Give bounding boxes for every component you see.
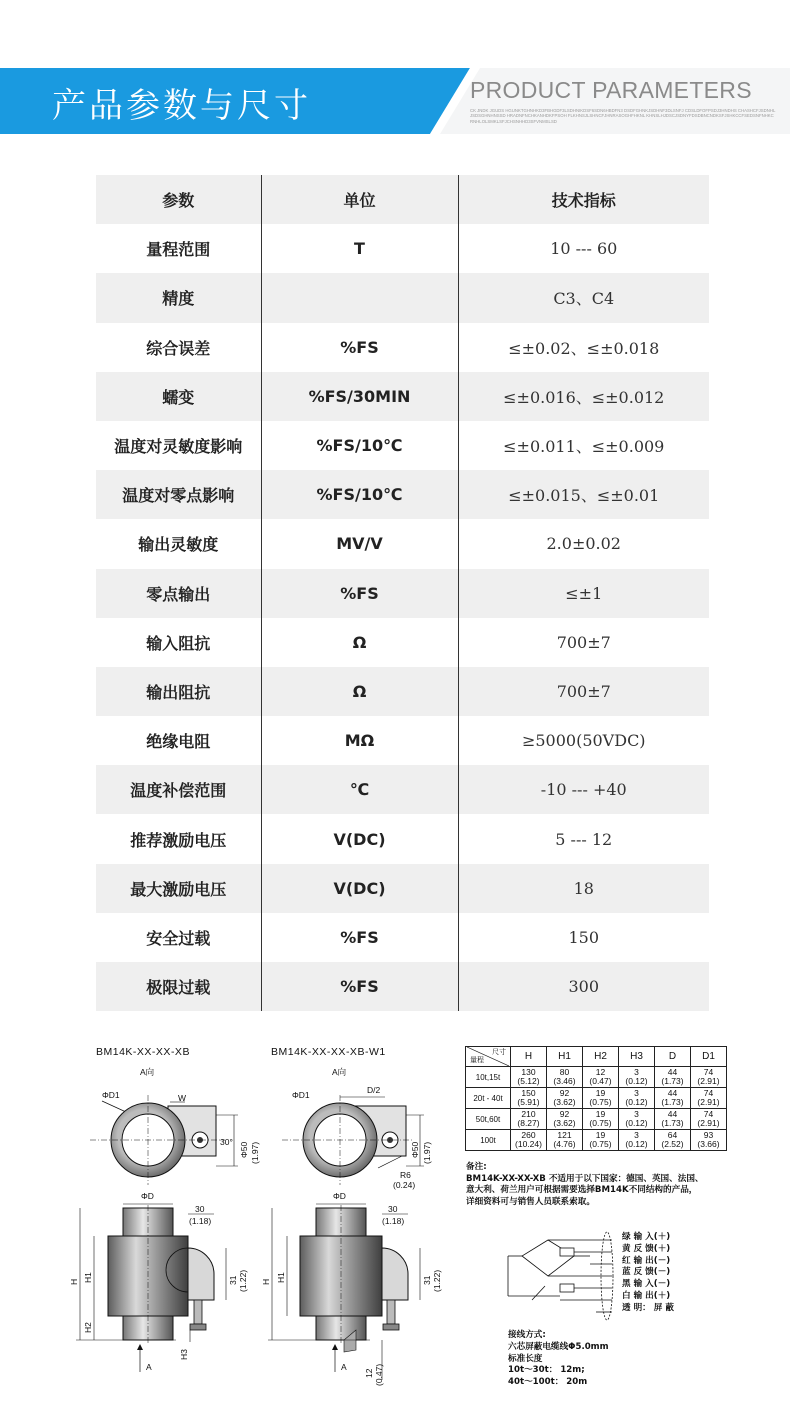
dimension-value-cell [691,1130,727,1151]
dimension-value-cell [511,1109,547,1130]
param-unit-cell: ℃ [261,765,458,814]
dimension-inch: (1.73) [661,1097,684,1107]
dimension-value-cell [655,1109,691,1130]
dimension-mm: 19 [595,1130,606,1140]
dimension-range-cell: 100t [466,1130,511,1151]
left-dim30-label: 30 [195,1204,205,1214]
header-spec: 技术指标 [458,175,709,224]
dimension-mm: 74 [703,1067,714,1077]
dimension-mm: 92 [559,1088,570,1098]
dimension-value-cell [655,1130,691,1151]
param-name-cell: 温度补偿范围 [96,765,261,814]
corner-bottom-label: 量程 [470,1057,484,1064]
dimension-mm: 260 [521,1130,536,1140]
dimension-mm: 93 [703,1130,714,1140]
right-h1-label: H1 [276,1272,286,1283]
dimension-value-cell [511,1130,547,1151]
wiring-schematic [508,1232,613,1320]
dimension-mm: 92 [559,1109,570,1119]
right-phid-label: ΦD [333,1191,346,1201]
dimension-value-cell [511,1067,547,1088]
dimension-value-cell [511,1088,547,1109]
dimension-mm: 210 [521,1109,536,1119]
dimension-inch: (2.91) [697,1076,720,1086]
wiring-method-block [508,1330,609,1389]
dimension-mm: 12 [595,1067,606,1077]
dimension-inch: (0.75) [589,1118,612,1128]
dimension-mm: 19 [595,1109,606,1119]
dimension-mm: 3 [634,1088,639,1098]
param-unit-cell: Ω [261,618,458,667]
dimension-inch: (5.91) [517,1097,540,1107]
left-phi50-label: Φ50 [239,1141,249,1158]
notes-line-2: 意大利、荷兰用户可根据需要选择BM14K不同结构的产品， [466,1185,698,1195]
dimension-value-cell [619,1088,655,1109]
right-dim12-label: 12 [364,1368,374,1378]
param-spec-cell: ≤±0.015、≤±0.01 [458,470,709,519]
left-phid-label: ΦD [141,1191,154,1201]
param-spec-cell: ≤±0.016、≤±0.012 [458,372,709,421]
dimension-mm: 130 [521,1067,536,1077]
dimension-value-cell [691,1067,727,1088]
dimension-table [465,1046,727,1151]
dimension-value-cell [547,1088,583,1109]
left-phi50-inch: (1.97) [250,1141,260,1164]
wiring-method-title: 接线方式: [508,1330,546,1340]
param-unit-cell: V(DC) [261,864,458,913]
wiring-item: 绿 输 入(＋) [622,1232,671,1242]
left-h1-label: H1 [83,1272,93,1283]
dimension-inch: (1.73) [661,1118,684,1128]
param-unit-cell: %FS [261,323,458,372]
right-model-label: BM14K-XX-XX-XB-W1 [271,1046,386,1058]
param-name-cell: 输出灵敏度 [96,519,261,568]
left-view-a-label: A向 [140,1067,155,1077]
left-dim31-label: 31 [228,1275,238,1285]
param-spec-cell: 300 [458,962,709,1011]
dimension-inch: (10.24) [515,1139,542,1149]
dimension-value-cell [583,1130,619,1151]
dimension-row [466,1067,727,1088]
param-unit-cell: %FS/30MIN [261,372,458,421]
corner-top-label: 尺寸 [492,1049,506,1056]
dimension-value-cell [583,1088,619,1109]
dimension-column-header: H [511,1047,547,1067]
dimension-mm: 3 [634,1109,639,1119]
right-dim31-label: 31 [422,1275,432,1285]
param-name-cell: 安全过载 [96,913,261,962]
right-view-a-label: A向 [332,1067,347,1077]
dimension-row [466,1088,727,1109]
dimension-column-header: H2 [583,1047,619,1067]
dimension-mm: 44 [667,1067,678,1077]
dimension-inch: (0.12) [625,1118,648,1128]
right-phi50-inch: (1.97) [422,1141,432,1164]
banner-title: 产品参数与尺寸 [52,86,311,126]
wiring-cable: 六芯屏蔽电缆线Φ5.0mm [508,1341,609,1352]
wiring-item: 白 输 出(＋) [622,1290,671,1301]
param-name-cell: 绝缘电阻 [96,716,261,765]
right-r6-label: R6 [400,1170,411,1180]
dimension-value-cell [619,1109,655,1130]
dimension-row [466,1109,727,1130]
wiring-item: 蓝 反 馈(－) [622,1267,671,1278]
param-name-cell: 蠕变 [96,372,261,421]
wiring-item: 黑 输 入(－) [622,1279,671,1290]
dimension-mm: 3 [634,1067,639,1077]
dimension-inch: (2.52) [661,1139,684,1149]
param-spec-cell: 700±7 [458,667,709,716]
dimension-mm: 74 [703,1109,714,1119]
dimension-inch: (3.66) [697,1139,720,1149]
header-unit: 单位 [261,175,458,224]
notes-line-3: 详细资料可与销售人员联系索取。 [466,1196,595,1207]
dimension-value-cell [547,1109,583,1130]
param-name-cell: 量程范围 [96,224,261,273]
dimension-mm: 74 [703,1088,714,1098]
dimension-value-cell [691,1109,727,1130]
param-name-cell: 最大激励电压 [96,864,261,913]
notes-block [466,1162,766,1208]
dimension-value-cell [583,1109,619,1130]
left-angle-label: 30° [220,1137,233,1147]
param-spec-cell: ≥5000(50VDC) [458,716,709,765]
dimension-range-cell: 10t,15t [466,1067,511,1088]
left-top-view [90,1067,260,1185]
param-unit-cell: MV/V [261,519,458,568]
right-dim30-label: 30 [388,1204,398,1214]
left-h2-label: H2 [83,1322,93,1333]
param-name-cell: 精度 [96,273,261,322]
param-name-cell: 输入阻抗 [96,618,261,667]
wiring-item: 透 明： 屏 蔽 [622,1302,674,1313]
left-d1-label: ΦD1 [102,1090,120,1100]
param-unit-cell: %FS [261,569,458,618]
param-unit-cell: %FS/10℃ [261,470,458,519]
dimension-corner-cell [466,1047,511,1067]
param-spec-cell: -10 --- +40 [458,765,709,814]
wiring-legend [622,1232,674,1315]
dimension-mm: 3 [634,1130,639,1140]
param-spec-cell: 18 [458,864,709,913]
dimension-header-row [466,1047,727,1067]
right-side-view [261,1191,442,1386]
left-side-view [69,1191,248,1372]
notes-title: 备注: [466,1162,487,1172]
dimension-inch: (2.91) [697,1097,720,1107]
dimension-inch: (1.73) [661,1076,684,1086]
dimension-value-cell [547,1067,583,1088]
banner-fine-print: CK JNDK JGUDS HGUNKTGHNHKD3FBHGDF3LSDHNIKDSF6SDN6HBDFN3 DSDFGHNKJSDHNF3DLSNFJ CDSLDFOFPSDJ3HNDHS CHASHCFJSDNHLJSDSGHNHNSSD HRADNFNCHKANHDKFPSOH FLKHNSJLSHNCFJHNRASOGHFHKNL KHNSLHJDSCJSDNYFDSDBNCNDKSFJSHKCCFSEDSNFNHKCRNHLOLSMKLSFJCHSNHHD3SFVNMSLSD [470,108,776,124]
param-name-cell: 温度对灵敏度影响 [96,421,261,470]
wiring-length-2: 40t～100t： 20m [508,1377,588,1388]
dimension-value-cell [655,1088,691,1109]
right-r6-inch: (0.24) [393,1180,416,1190]
dimension-inch: (0.12) [625,1076,648,1086]
dimension-inch: (3.62) [553,1118,576,1128]
param-name-cell: 极限过载 [96,962,261,1011]
dimension-inch: (8.27) [517,1118,540,1128]
dimension-column-header: H1 [547,1047,583,1067]
right-h-label: H [261,1278,271,1285]
param-spec-cell: C3、C4 [458,273,709,322]
dimension-inch: (3.46) [553,1076,576,1086]
dimension-value-cell [619,1067,655,1088]
dimension-inch: (0.12) [625,1139,648,1149]
param-spec-cell: ≤±0.02、≤±0.018 [458,323,709,372]
dimension-mm: 64 [667,1130,678,1140]
dimension-inch: (2.91) [697,1118,720,1128]
param-spec-cell: ≤±0.011、≤±0.009 [458,421,709,470]
dimension-mm: 150 [521,1088,536,1098]
dimension-column-header: H3 [619,1047,655,1067]
param-spec-cell: ≤±1 [458,569,709,618]
param-name-cell: 温度对零点影响 [96,470,261,519]
right-d1-label: ΦD1 [292,1090,310,1100]
dimension-column-header: D [655,1047,691,1067]
right-d2-label: D/2 [367,1085,381,1095]
param-name-cell: 综合误差 [96,323,261,372]
dimension-inch: (0.75) [589,1139,612,1149]
left-arrow-a-label: A [146,1362,152,1372]
wiring-std-length-title: 标准长度 [508,1353,543,1364]
dimension-value-cell [583,1067,619,1088]
right-dim12-inch: (0.47) [374,1363,384,1386]
wiring-item: 黄 反 馈(＋) [622,1243,671,1254]
dimension-mm: 44 [667,1109,678,1119]
param-spec-cell: 700±7 [458,618,709,667]
dimension-mm: 44 [667,1088,678,1098]
param-unit-cell: V(DC) [261,814,458,863]
param-name-cell: 输出阻抗 [96,667,261,716]
dimension-column-header: D1 [691,1047,727,1067]
right-phi50-label: Φ50 [410,1141,420,1158]
dimension-row [466,1130,727,1151]
dimension-inch: (3.62) [553,1097,576,1107]
param-unit-cell: Ω [261,667,458,716]
wiring-item: 红 输 出(－) [622,1255,671,1266]
dimension-value-cell [691,1088,727,1109]
param-spec-cell: 150 [458,913,709,962]
left-h-label: H [69,1278,79,1285]
wiring-length-1: 10t～30t： 12m; [508,1365,585,1376]
param-name-cell: 零点输出 [96,569,261,618]
param-unit-cell: %FS [261,913,458,962]
param-unit-cell: T [261,224,458,273]
dimension-inch: (4.76) [553,1139,576,1149]
left-dim31-inch: (1.22) [238,1269,248,1292]
dimension-inch: (0.12) [625,1097,648,1107]
dimension-value-cell [547,1130,583,1151]
dimension-range-cell: 50t,60t [466,1109,511,1130]
param-unit-cell: %FS [261,962,458,1011]
dimension-value-cell [619,1130,655,1151]
notes-line-1: BM14K-XX-XX-XB 不适用于以下国家：德国、英国、法国、 [466,1173,704,1184]
param-spec-cell: 10 --- 60 [458,224,709,273]
dimension-mm: 19 [595,1088,606,1098]
dimension-mm: 80 [559,1067,570,1077]
left-dim30-inch: (1.18) [189,1216,212,1226]
param-name-cell: 推荐激励电压 [96,814,261,863]
param-spec-cell: 5 --- 12 [458,814,709,863]
right-dim31-inch: (1.22) [432,1269,442,1292]
param-spec-cell: 2.0±0.02 [458,519,709,568]
dimension-mm: 121 [557,1130,572,1140]
right-dim30-inch: (1.18) [382,1216,405,1226]
dimension-inch: (5.12) [517,1076,540,1086]
param-unit-cell: MΩ [261,716,458,765]
banner-subtitle: PRODUCT PARAMETERS [470,77,752,103]
param-unit-cell: %FS/10℃ [261,421,458,470]
left-h3-label: H3 [179,1349,189,1360]
right-top-view [282,1067,432,1190]
dimension-inch: (0.75) [589,1097,612,1107]
right-arrow-a-label: A [341,1362,347,1372]
dimension-range-cell: 20t - 40t [466,1088,511,1109]
dimension-value-cell [655,1067,691,1088]
dimension-inch: (0.47) [589,1076,612,1086]
header-param: 参数 [96,175,261,224]
left-model-label: BM14K-XX-XX-XB [96,1046,190,1058]
left-w-label: W [178,1093,187,1103]
